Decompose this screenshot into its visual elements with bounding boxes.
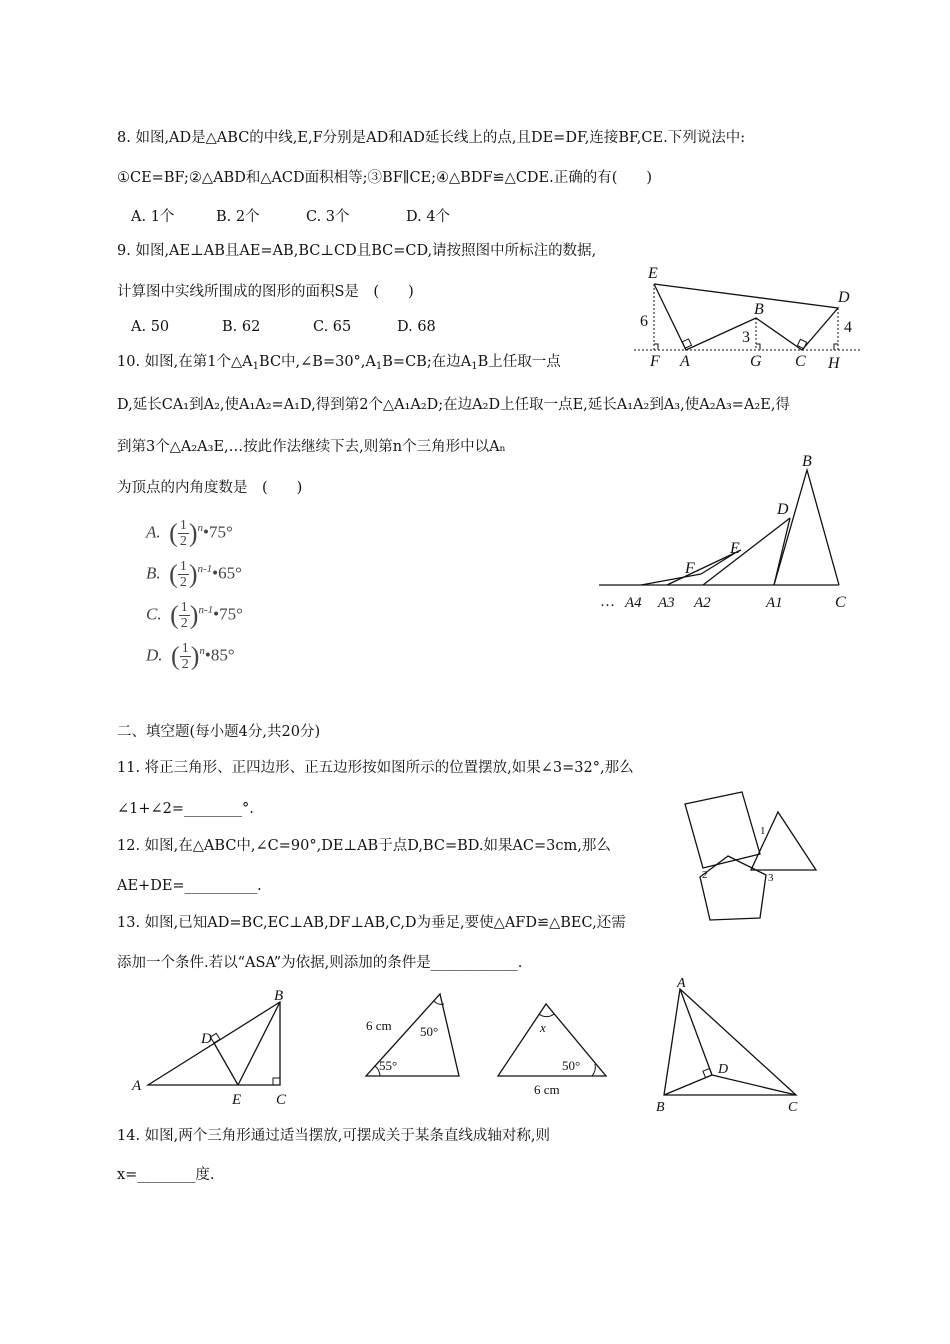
q14-triangle-2 [494, 1000, 614, 1100]
q12-figure [128, 990, 303, 1110]
q12-answer-line: AE+DE=__________. [117, 878, 262, 894]
q14-tri2-angle-x: x [540, 1020, 546, 1035]
q12-stem: 12. 如图,在△ABC中,∠C=90°,DE⊥AB于点D,BC=BD.如果AC=3cm,那么 [117, 838, 611, 854]
q13-label-d: D [718, 1062, 729, 1077]
q10-stem-line3: 到第3个△A₂A₃E,…按此作法继续下去,则第n个三角形中以Aₙ [117, 439, 506, 455]
q9-label-3: 3 [742, 329, 750, 346]
q14-stem: 14. 如图,两个三角形通过适当摆放,可摆成关于某条直线成轴对称,则 [117, 1128, 550, 1144]
q10-label-a1: A1 [766, 595, 783, 611]
q10-label-ellipsis: … [600, 594, 615, 610]
q9-stem: 9. 如图,AE⊥AB且AE=AB,BC⊥CD且BC=CD,请按照图中所标注的数据, [117, 243, 597, 259]
q10-label-e: E [730, 540, 740, 557]
q12-label-b: B [274, 988, 284, 1004]
q12-label-c: C [276, 1092, 287, 1108]
q10-label-a2: A2 [694, 595, 711, 611]
q10-stem-line1: 10. 如图,在第1个$\triangle A_1BC$中$,\angle B=30^\circ,A_1B=CB$;在边$A_1B$上任取一点 [117, 354, 561, 372]
q9-label-b: B [754, 301, 764, 318]
q12-label-d: D [201, 1031, 212, 1047]
q14-tri1-angle-bottom: 55° [379, 1058, 398, 1073]
q10-label-b: B [802, 453, 812, 470]
q13-label-b: B [656, 1100, 665, 1115]
q10-stem-line2: D,延长CA₁到A₂,使A₁A₂=A₁D,得到第2个△A₁A₂D;在边A₂D上任取一点E,延长A₁A₂到A₃,使A₂A₃=A₂E,得 [117, 397, 790, 413]
q9-option-c: C. 65 [313, 319, 352, 335]
q14-tri1-side: 6 cm [366, 1018, 392, 1033]
q10-option-d: D. ( $\frac{1}{2}$ )$^n$•85° [146, 641, 235, 672]
q14-tri1-angle-top: 50° [420, 1024, 439, 1039]
q9-label-a: A [680, 353, 690, 370]
q11-angle-2: 2 [702, 869, 708, 881]
q9-label-d: D [838, 289, 850, 306]
q9-label-6: 6 [640, 313, 648, 330]
q12-label-a: A [132, 1078, 142, 1094]
q10-label-a4: A4 [625, 595, 642, 611]
q10-option-c: C. ( $\frac{1}{2}$ )$^{n-1}$•75° [146, 600, 243, 631]
q14-tri2-side: 6 cm [534, 1082, 560, 1097]
q9-label-e: E [648, 265, 658, 282]
section2-title: 二、填空题(每小题4分,共20分) [117, 724, 321, 740]
q9-option-a: A. 50 [131, 319, 170, 335]
q8-option-b: B. 2个 [216, 209, 260, 225]
q10-label-f: F [685, 560, 695, 577]
q11-stem: 11. 将正三角形、正四边形、正五边形按如图所示的位置摆放,如果∠3=32°,那么 [117, 760, 634, 776]
q9-label-4: 4 [844, 319, 852, 336]
q10-question: 为顶点的内角度数是 ( ) [117, 480, 303, 496]
q9-option-d: D. 68 [397, 319, 436, 335]
q10-label-a3: A3 [658, 595, 675, 611]
q10-label-d: D [777, 501, 789, 518]
q12-label-e: E [232, 1092, 242, 1108]
q10-figure [595, 450, 865, 615]
q13-figure [650, 975, 810, 1115]
q8-option-a: A. 1个 [131, 209, 175, 225]
q8-option-d: D. 4个 [406, 209, 451, 225]
q9-label-c: C [795, 353, 806, 370]
q11-figure [680, 782, 825, 927]
q13-label-a: A [677, 976, 686, 991]
q13-answer-line: 添加一个条件.若以“ASA”为依据,则添加的条件是____________. [117, 955, 523, 971]
q11-angle-3: 3 [768, 872, 774, 884]
q14-tri2-angle-50: 50° [562, 1058, 581, 1073]
q10-option-a: A. ( $\frac{1}{2}$ )$^n$•75° [146, 518, 233, 549]
q8-stem: 8. 如图,AD是△ABC的中线,E,F分别是AD和AD延长线上的点,且DE=DF,连接BF,CE.下列说法中: [117, 130, 746, 146]
q13-stem: 13. 如图,已知AD=BC,EC⊥AB,DF⊥AB,C,D为垂足,要使△AFD≌△BEC,还需 [117, 915, 626, 931]
q9-label-h: H [828, 355, 840, 372]
q8-statements: ①CE=BF;②△ABD和△ACD面积相等;③BF∥CE;④△BDF≌△CDE.正确的有( ) [117, 170, 653, 186]
q10-option-b: B. ( $\frac{1}{2}$ )$^{n-1}$•65° [146, 559, 242, 590]
q9-figure [630, 262, 870, 372]
q8-option-c: C. 3个 [306, 209, 350, 225]
q11-answer-line: ∠1+∠2=________°. [117, 801, 254, 817]
q9-label-g: G [750, 353, 762, 370]
q14-answer-line: x=________度. [117, 1167, 215, 1183]
q11-angle-1: 1 [760, 825, 766, 837]
q14-triangle-1 [362, 990, 472, 1080]
q9-label-f: F [650, 353, 660, 370]
q9-question: 计算图中实线所围成的图形的面积S是 ( ) [117, 284, 414, 300]
q10-label-c: C [835, 594, 846, 611]
q13-label-c: C [788, 1100, 798, 1115]
q9-option-b: B. 62 [222, 319, 261, 335]
